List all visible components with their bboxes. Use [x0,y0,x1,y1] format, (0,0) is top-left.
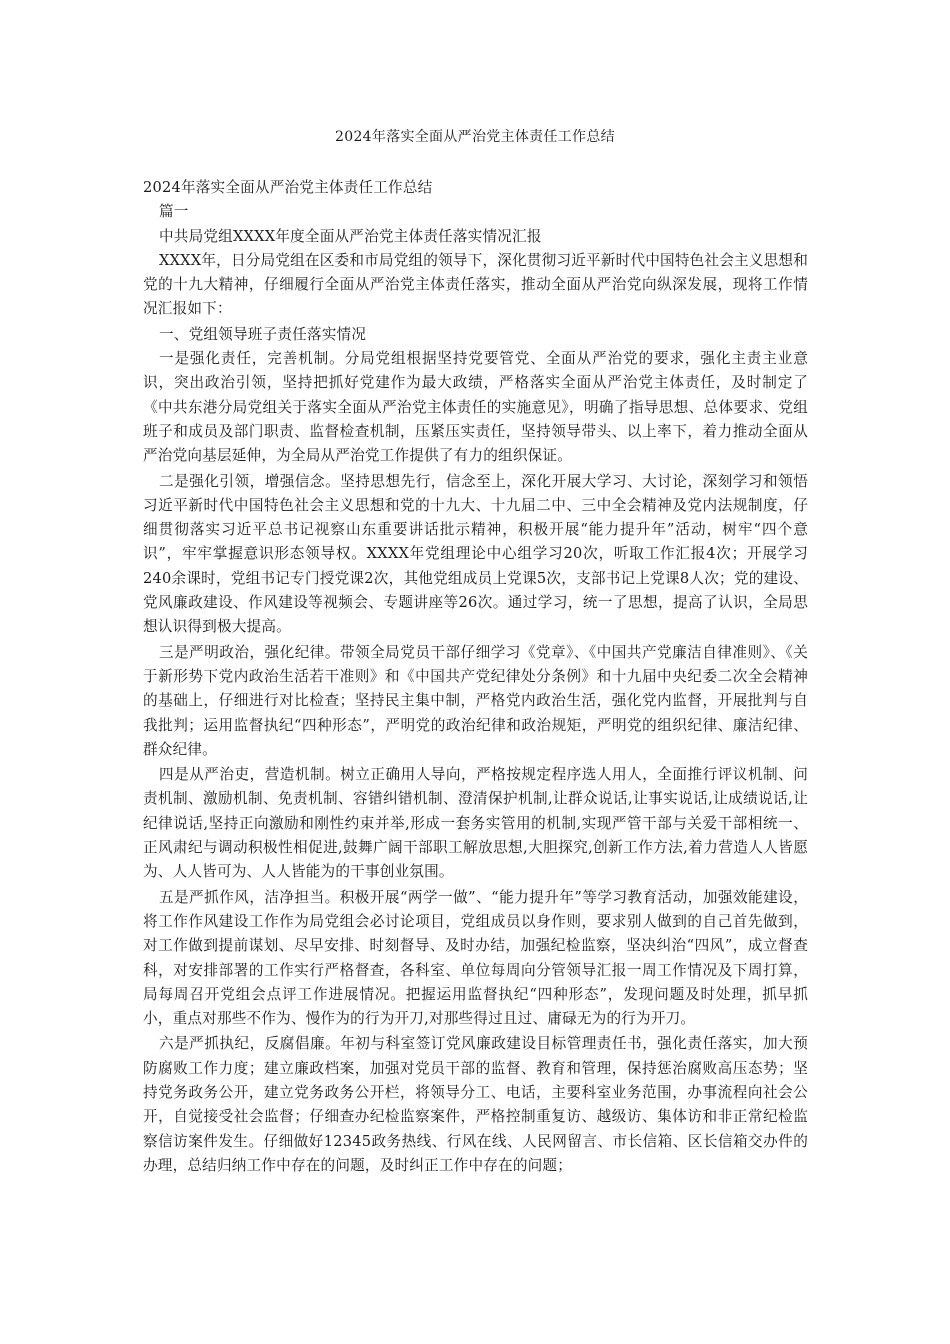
report-title: 中共局党组XXXX年度全面从严治党主体责任落实情况汇报 [159,227,542,245]
paragraph: 五是严抓作风，洁净担当。积极开展“两学一做”、“能力提升年”等学习教育活动，加强效能建设，将工作作风建设工作作为局党组会必讨论项目，党组成员以身作则，要求别人做到的自己首先做到，对工作做到提前谋划、尽早安排、时刻督导、及时办结，加强纪检监察，坚决纠治“四风”，成立督查科，对安排部署的工作实行严格督查，各科室、单位每周向分管领导汇报一周工作情况及下周打算，局每周召开党组会点评工作进展情况。把握运用监督执纪“四种形态”，发现问题及时处理，抓早抓小，重点对那些不作为、慢作为的行为开刀,对那些得过且过、庸碌无为的行为开刀。 [143,888,808,1028]
paragraph: 一是强化责任，完善机制。分局党组根据坚持党要管党、全面从严治党的要求，强化主责主业意识，突出政治引领，坚持把抓好党建作为最大政绩，严格落实全面从严治党主体责任，及时制定了《中共东港分局党组关于落实全面从严治党主体责任的实施意见》，明确了指导思想、总体要求、党组班子和成员及部门职责、监督检查机制，压紧压实责任，坚持领导带头、以上率下，着力推动全面从严治党向基层延伸，为全局从严治党工作提供了有力的组织保证。 [143,350,808,465]
paragraph: 三是严明政治，强化纪律。带领全局党员干部仔细学习《党章》、《中国共产党廉洁自律准则》、《关于新形势下党内政治生活若干准则》和《中国共产党纪律处分条例》和十九届中央纪委二次全会精神的基础上，仔细进行对比检查；坚持民主集中制，严格党内政治生活，强化党内监督，开展批判与自我批判；运用监督执纪“四种形态”，严明党的政治纪律和政治规矩，严明党的组织纪律、廉洁纪律、群众纪律。 [143,643,808,758]
document-heading: 2024年落实全面从严治党主体责任工作总结 [143,179,433,196]
document-body [143,176,808,1179]
page-title: 2024年落实全面从严治党主体责任工作总结 [335,129,615,145]
intro-paragraph: XXXX年，日分局党组在区委和市局党组的领导下，深化贯彻习近平新时代中国特色社会主义思想和党的十九大精神，仔细履行全面从严治党主体责任落实，推动全面从严治党向纵深发展，现将工作情况汇报如下： [143,251,808,318]
paragraph: 二是强化引领，增强信念。坚持思想先行，信念至上，深化开展大学习、大讨论，深刻学习和领悟习近平新时代中国特色社会主义思想和党的十九大、十九届二中、三中全会精神及党内法规制度，仔细贯彻落实习近平总书记视察山东重要讲话批示精神，积极开展“能力提升年”活动，树牢“四个意识”，牢牢掌握意识形态领导权。XXXX年党组理论中心组学习20次，听取工作汇报4次；开展学习240余课时，党组书记专门授党课2次，其他党组成员上党课5次，支部书记上党课8人次；党的建设、党风廉政建设、作风建设等视频会、专题讲座等26次。通过学习，统一了思想，提高了认识，全局思想认识得到极大提高。 [143,472,808,636]
paragraph: 六是严抓执纪，反腐倡廉。年初与科室签订党风廉政建设目标管理责任书，强化责任落实，加大预防腐败工作力度；建立廉政档案，加强对党员干部的监督、教育和管理，保持惩治腐败高压态势；坚持党务政务公开，建立党务政务公开栏，将领导分工、电话，主要科室业务范围，办事流程向社会公开，自觉接受社会监督；仔细查办纪检监察案件，严格控制重复访、越级访、集体访和非正常纪检监察信访案件发生。仔细做好12345政务热线、行风在线、人民网留言、市长信箱、区长信箱交办件的办理，总结归纳工作中存在的问题，及时纠正工作中存在的问题； [143,1035,808,1174]
section-heading: 一、党组领导班子责任落实情况 [159,325,367,343]
paragraph: 四是从严治吏，营造机制。树立正确用人导向，严格按规定程序选人用人，全面推行评议机制、问责机制、激励机制、免责机制、容错纠错机制、澄清保护机制,让群众说话,让事实说话,让成绩说话,让纪律说话,坚持正向激励和刚性约束并举,形成一套务实管用的机制,实现严管干部与关爱干部相统一、正风肃纪与调动积极性相促进,鼓舞广阔干部职工解放思想,大胆探究,创新工作方法,着力营造人人皆愿为、人人皆可为、人人皆能为的干事创业氛围。 [143,766,808,881]
section-label: 篇一 [159,203,189,221]
